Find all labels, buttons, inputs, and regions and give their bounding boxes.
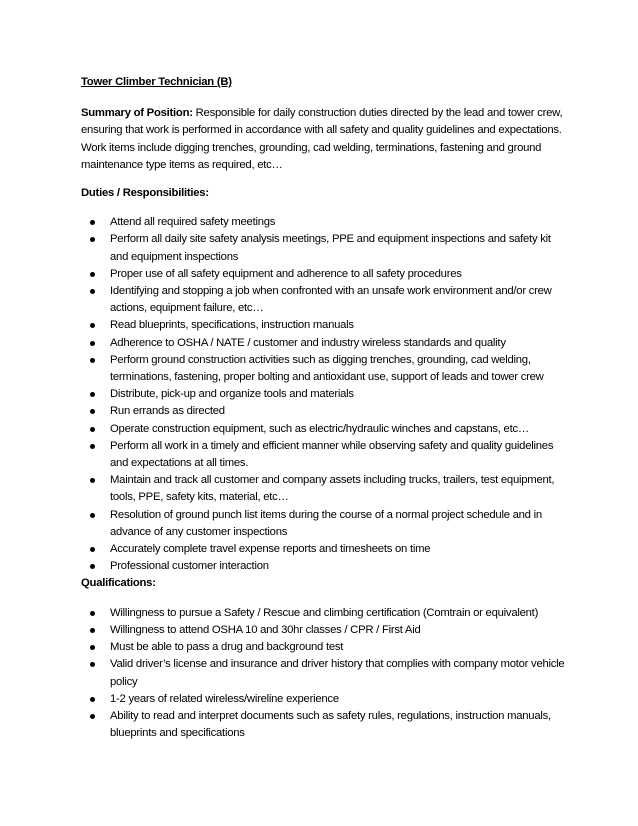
qualifications-list <box>81 605 567 743</box>
bullet-icon <box>90 714 95 719</box>
bullet-icon <box>90 427 95 432</box>
qualification-text: Valid driver’s license and insurance and driver history that complies with company motor vehicle policy <box>110 658 565 688</box>
bullet-icon <box>90 341 95 346</box>
list-item <box>81 639 567 656</box>
duty-text: Maintain and track all customer and company assets including trucks, trailers, test equipment, tools, PPE, safety kits, material, etc… <box>110 474 555 504</box>
bullet-icon <box>90 564 95 569</box>
duty-text: Accurately complete travel expense reports and timesheets on time <box>110 543 431 556</box>
duties-list <box>81 214 567 575</box>
qualifications-heading: Qualifications: <box>81 577 156 590</box>
list-item <box>81 386 567 403</box>
bullet-icon <box>90 392 95 397</box>
bullet-icon <box>90 220 95 225</box>
list-item <box>81 283 567 317</box>
list-item <box>81 317 567 334</box>
bullet-icon <box>90 628 95 633</box>
list-item <box>81 558 567 575</box>
list-item <box>81 605 567 622</box>
document-page <box>81 74 567 742</box>
duty-text: Run errands as directed <box>110 405 225 418</box>
list-item <box>81 472 567 506</box>
qualification-text: 1-2 years of related wireless/wireline experience <box>110 692 339 705</box>
list-item <box>81 352 567 386</box>
bullet-icon <box>90 323 95 328</box>
duty-text: Identifying and stopping a job when confronted with an unsafe work environment and/or crew actions, equipment failure, etc… <box>110 285 552 315</box>
duty-text: Read blueprints, specifications, instruction manuals <box>110 319 354 332</box>
list-item <box>81 708 567 742</box>
bullet-icon <box>90 289 95 294</box>
duty-text: Perform all daily site safety analysis meetings, PPE and equipment inspections and safety kit and equipment inspections <box>110 233 551 263</box>
list-item <box>81 691 567 708</box>
document-title: Tower Climber Technician (B) <box>81 76 232 88</box>
duty-text: Perform all work in a timely and efficient manner while observing safety and quality guidelines and expectations at all times. <box>110 439 554 470</box>
bullet-icon <box>90 697 95 702</box>
duty-text: Perform ground construction activities such as digging trenches, grounding, cad welding, terminations, fastening, proper bolting and antioxidant use, support of leads and tower crew <box>110 353 544 384</box>
bullet-icon <box>90 444 95 449</box>
summary-paragraph <box>81 105 567 174</box>
duty-text: Proper use of all safety equipment and adherence to all safety procedures <box>110 267 462 280</box>
list-item <box>81 214 567 231</box>
duties-heading: Duties / Responsibilities: <box>81 187 209 200</box>
bullet-icon <box>90 237 95 242</box>
duty-text: Operate construction equipment, such as electric/hydraulic winches and capstans, etc… <box>110 422 529 435</box>
summary-label: Summary of Position: <box>81 107 193 120</box>
qualification-text: Ability to read and interpret documents such as safety rules, regulations, instruction manuals, blueprints and specifications <box>110 709 551 740</box>
bullet-icon <box>90 272 95 277</box>
qualification-text: Must be able to pass a drug and background test <box>110 641 344 654</box>
summary-text: Responsible for daily construction duties directed by the lead and tower crew, ensuring that work is performed in accordance with all safety and quality guidelines and expectations. Work items include digging trenches, grounding, cad welding, terminations, fastening and ground maintenance type items as required, etc… <box>81 107 563 171</box>
bullet-icon <box>90 645 95 650</box>
list-item <box>81 231 567 265</box>
bullet-icon <box>90 478 95 483</box>
list-item <box>81 622 567 639</box>
list-item <box>81 541 567 558</box>
duty-text: Professional customer interaction <box>110 560 269 573</box>
list-item <box>81 403 567 420</box>
duty-text: Attend all required safety meetings <box>110 216 276 229</box>
duty-text: Adherence to OSHA / NATE / customer and industry wireless standards and quality <box>110 336 506 349</box>
list-item <box>81 656 567 690</box>
bullet-icon <box>90 611 95 616</box>
list-item <box>81 507 567 541</box>
bullet-icon <box>90 513 95 518</box>
bullet-icon <box>90 358 95 363</box>
list-item <box>81 266 567 283</box>
duty-text: Distribute, pick-up and organize tools and materials <box>110 388 354 401</box>
bullet-icon <box>90 662 95 667</box>
qualification-text: Willingness to pursue a Safety / Rescue and climbing certification (Comtrain or equivalent) <box>110 606 539 619</box>
list-item <box>81 335 567 352</box>
duty-text: Resolution of ground punch list items during the course of a normal project schedule and in advance of any customer inspections <box>110 508 542 538</box>
qualification-text: Willingness to attend OSHA 10 and 30hr classes / CPR / First Aid <box>110 623 421 636</box>
list-item <box>81 438 567 472</box>
bullet-icon <box>90 409 95 414</box>
bullet-icon <box>90 547 95 552</box>
list-item <box>81 421 567 438</box>
